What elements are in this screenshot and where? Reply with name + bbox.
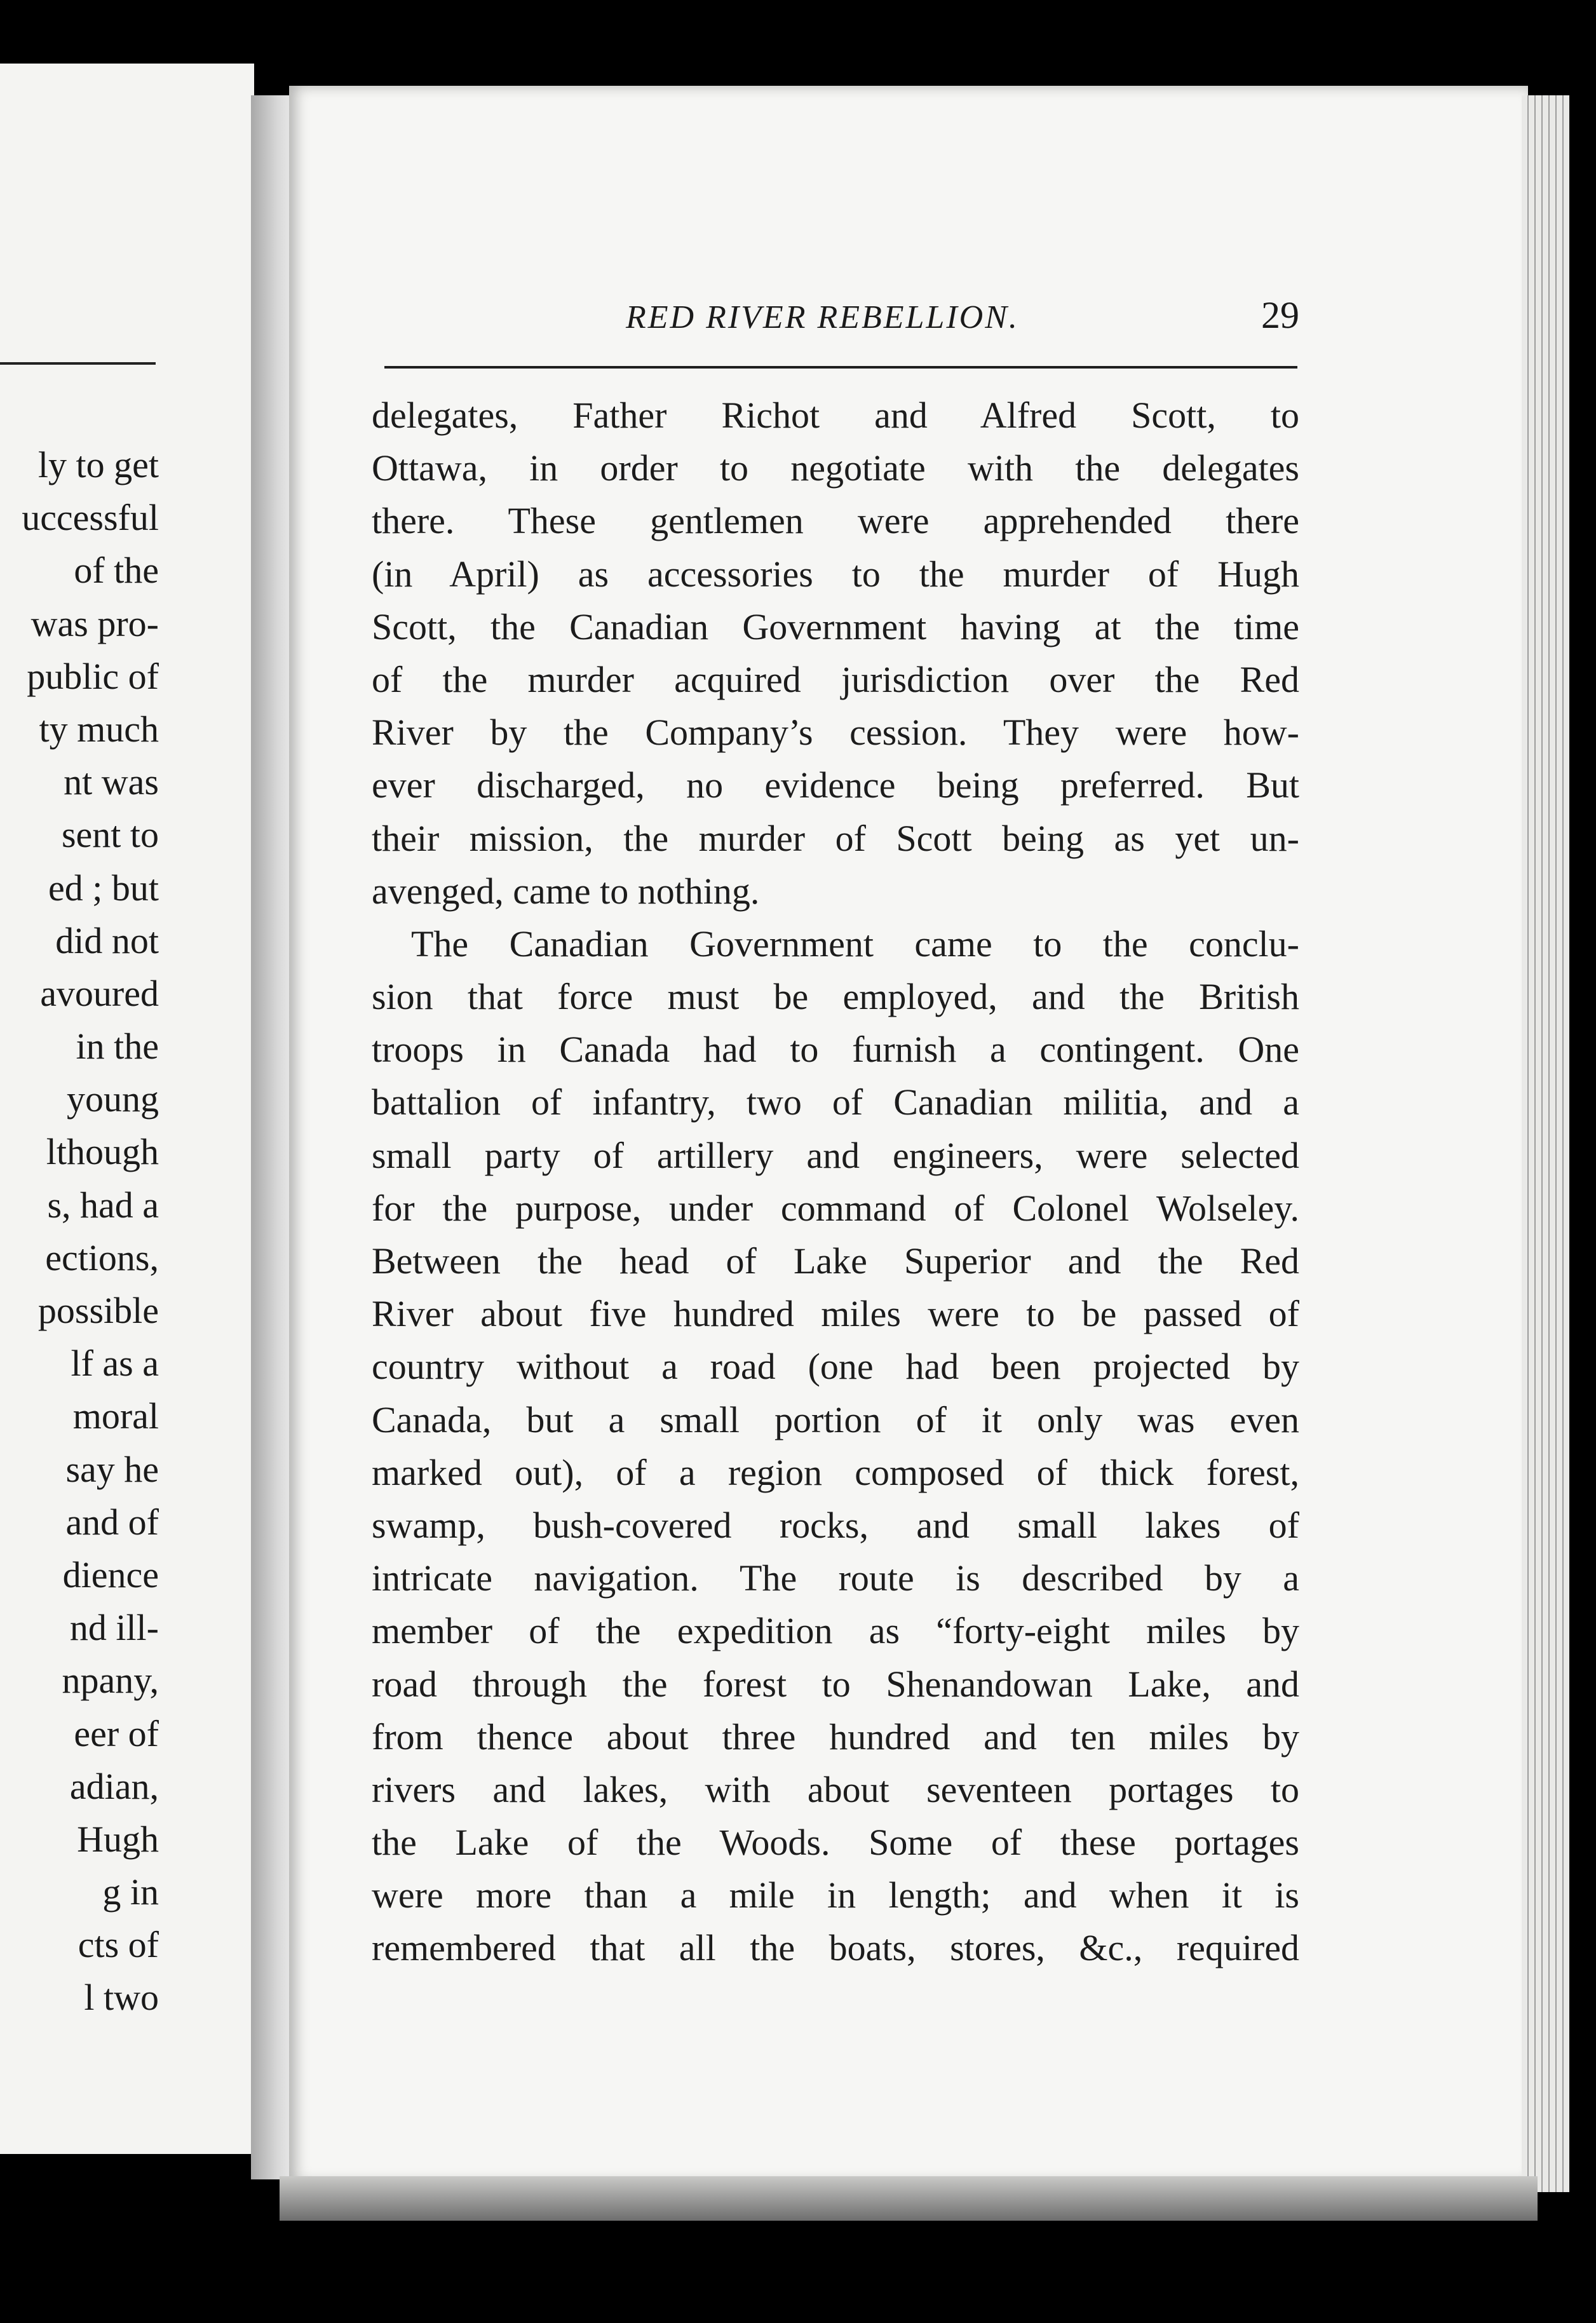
text-line: rivers and lakes, with about seventeen portages to xyxy=(372,1768,1299,1810)
left-page-line: moral xyxy=(72,1395,159,1437)
left-page-header-rule xyxy=(0,362,156,365)
body-text xyxy=(372,389,1299,1975)
left-page-line: ly to get xyxy=(37,444,159,485)
text-line: of the murder acquired jurisdiction over the Red xyxy=(372,658,1299,700)
text-line: there. These gentlemen were apprehended there xyxy=(372,500,1299,542)
text-line: River about five hundred miles were to be passed of xyxy=(372,1293,1299,1335)
left-page xyxy=(0,64,254,2154)
text-line: troops in Canada had to furnish a contingent. One xyxy=(372,1029,1299,1071)
text-line: were more than a mile in length; and when it is xyxy=(372,1874,1299,1916)
header-rule xyxy=(384,366,1297,369)
text-line: small party of artillery and engineers, were selected xyxy=(372,1134,1299,1176)
running-head: RED RIVER REBELLION. xyxy=(626,299,1019,335)
text-line: their mission, the murder of Scott being as yet un- xyxy=(372,817,1299,859)
page-number: 29 xyxy=(1261,294,1299,336)
text-line: intricate navigation. The route is described by a xyxy=(372,1557,1299,1599)
left-page-line: did not xyxy=(55,919,159,961)
left-page-line: l two xyxy=(84,1977,159,2019)
text-line: remembered that all the boats, stores, &c., required xyxy=(372,1927,1299,1969)
left-page-line: of the xyxy=(74,550,159,592)
text-line: swamp, bush-covered rocks, and small lakes of xyxy=(372,1504,1299,1546)
left-page-line: Hugh xyxy=(77,1818,159,1860)
text-line: marked out), of a region composed of thick forest, xyxy=(372,1451,1299,1493)
text-line: member of the expedition as “forty-eight miles by xyxy=(372,1610,1299,1652)
text-line: ever discharged, no evidence being preferred. But xyxy=(372,764,1299,806)
left-page-line: avoured xyxy=(40,972,159,1014)
left-page-line: adian, xyxy=(69,1765,159,1807)
text-line: Scott, the Canadian Government having at the time xyxy=(372,606,1299,647)
text-line: sion that force must be employed, and the British xyxy=(372,976,1299,1018)
left-page-line: g in xyxy=(102,1871,159,1913)
left-page-line: cts of xyxy=(78,1924,159,1966)
left-page-line: nt was xyxy=(64,761,159,803)
text-line: the Lake of the Woods. Some of these portages xyxy=(372,1822,1299,1864)
text-line: Between the head of Lake Superior and the Red xyxy=(372,1240,1299,1282)
left-page-text xyxy=(22,438,159,2024)
left-page-line: lthough xyxy=(46,1131,159,1173)
text-line: from thence about three hundred and ten miles by xyxy=(372,1716,1299,1757)
left-page-line: was pro- xyxy=(30,602,159,644)
left-page-line: ed ; but xyxy=(48,867,159,909)
text-line: country without a road (one had been projected by xyxy=(372,1346,1299,1388)
left-page-line: s, had a xyxy=(47,1184,159,1226)
left-page-line: npany, xyxy=(62,1660,159,1702)
left-page-line: nd ill- xyxy=(69,1607,159,1649)
text-line: The Canadian Government came to the conclu- xyxy=(411,923,1299,965)
left-page-line: eer of xyxy=(74,1712,159,1754)
left-page-line: ections, xyxy=(45,1236,159,1278)
text-line: delegates, Father Richot and Alfred Scott, to xyxy=(372,395,1299,436)
text-line: River by the Company’s cession. They were how- xyxy=(372,712,1299,754)
left-page-line: possible xyxy=(37,1290,159,1331)
text-line: Canada, but a small portion of it only was even xyxy=(372,1399,1299,1440)
left-page-line: and of xyxy=(65,1501,159,1543)
text-line: battalion of infantry, two of Canadian militia, and a xyxy=(372,1081,1299,1123)
left-page-line: in the xyxy=(76,1026,159,1067)
text-line: (in April) as accessories to the murder of Hugh xyxy=(372,553,1299,595)
left-page-line: ty much xyxy=(39,708,159,750)
left-page-line: public of xyxy=(27,655,159,697)
text-line: road through the forest to Shenandowan Lake, and xyxy=(372,1663,1299,1705)
left-page-line: sent to xyxy=(61,814,159,856)
left-page-line: young xyxy=(67,1078,159,1120)
left-page-line: say he xyxy=(65,1448,159,1490)
left-page-line: dience xyxy=(62,1554,159,1595)
text-line: Ottawa, in order to negotiate with the delegates xyxy=(372,447,1299,489)
left-page-line: lf as a xyxy=(71,1343,159,1385)
text-line: avenged, came to nothing. xyxy=(372,870,760,912)
left-page-line: uccessful xyxy=(22,497,159,539)
page-bottom-edge xyxy=(280,2176,1538,2221)
page-edges xyxy=(1522,95,1569,2192)
text-line: for the purpose, under command of Colonel Wolseley. xyxy=(372,1187,1299,1229)
